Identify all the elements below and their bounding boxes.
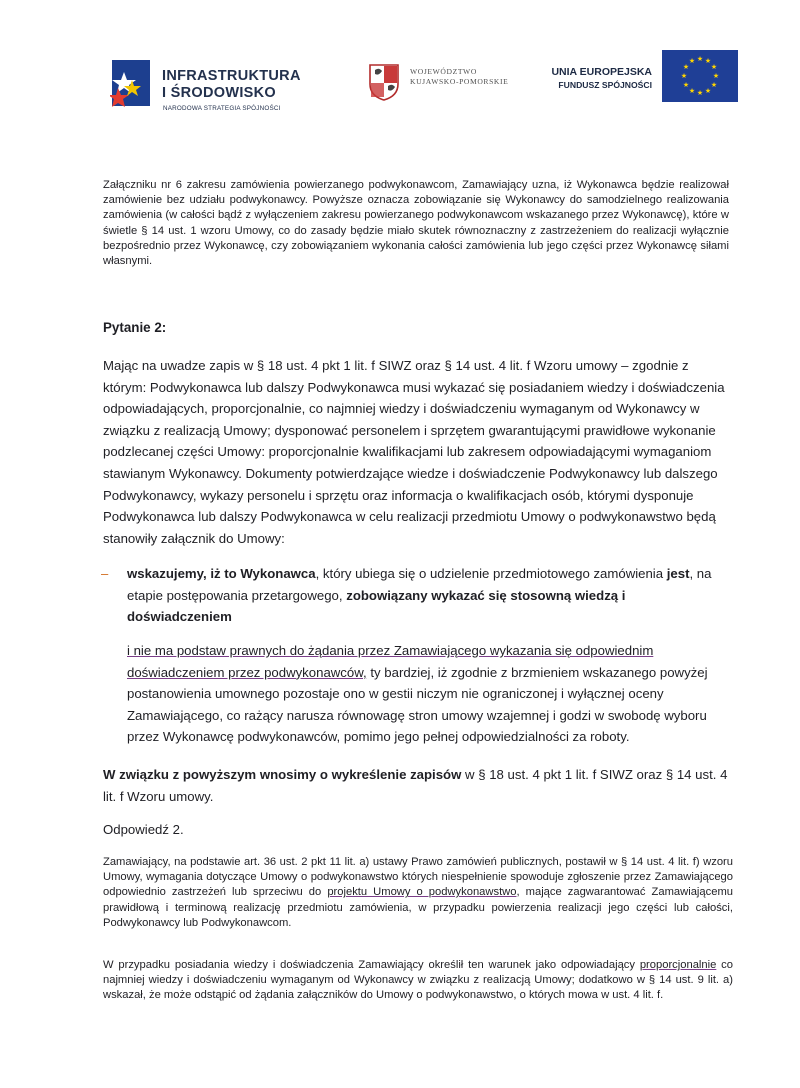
svg-text:★: ★ — [712, 72, 720, 80]
svg-text:★: ★ — [682, 81, 690, 89]
svg-text:★: ★ — [704, 57, 712, 65]
region-line-1: WOJEWÓDZTWO — [410, 67, 477, 76]
bullet-paragraph — [127, 563, 727, 628]
svg-text:★: ★ — [680, 72, 688, 80]
svg-text:★: ★ — [704, 87, 712, 95]
ns-logo-icon — [110, 58, 158, 120]
svg-text:★: ★ — [710, 81, 718, 89]
answer1-text-b: , mające zagwarantować Zamawiającemu prawidłową i terminową realizację przedmiotu zamówienia, w przypadku powierzenia realizacji jego części lub całości, Podwykonawcy lub Podwykonawcom. — [103, 886, 734, 929]
bullet-marker: – — [101, 566, 109, 581]
svg-text:★: ★ — [696, 55, 704, 63]
eu-logo — [548, 50, 738, 104]
bullet-bold-1: wskazujemy, iż to Wykonawca — [127, 566, 316, 581]
answer1-underlined: projektu Umowy o podwykonawstwo — [327, 886, 517, 899]
eu-line-2: FUNDUSZ SPÓJNOŚCI — [558, 80, 652, 90]
intro-paragraph: Załączniku nr 6 zakresu zamówienia powierzanego podwykonawcom, Zamawiający uzna, iż Wykonawca będzie realizował zamówienie bez udziału podwykonawcy. Powyższe oznacza zobowiązanie się Wykonawcy do samodzielnego realizowania zamówienia (w całości bądź z wyłączeniem zakresu powierzanego podwykonawcom wskazanego przez Wykonawcę), które w świetle § 14 ust. 1 wzoru Umowy, co do zasady będzie miało skutek równoznaczny z zastrzeżeniem do realizacji wyłącznie bezpośrednio przez Wykonawcę, czy zobowiązaniem wykonania całości zamówienia lub jego części przez Wykonawcę siłami własnymi. — [103, 179, 729, 268]
bullet-continuation — [127, 640, 729, 748]
svg-text:★: ★ — [710, 63, 718, 71]
logo-line-1: INFRASTRUKTURA — [162, 68, 301, 84]
region-line-2: KUJAWSKO-POMORSKIE — [410, 77, 509, 86]
svg-text:★: ★ — [688, 57, 696, 65]
answer2-text-a: W przypadku posiadania wiedzy i doświadczenia Zamawiający określił ten warunek jako odpowiadający — [103, 959, 640, 971]
underlined-text: i nie ma podstaw prawnych do żądania przez Zamawiającego wykazania się odpowiednim doświadczeniem przez podwykonawców, — [127, 643, 654, 680]
request-bold: W związku z powyższym wnosimy o wykreślenie zapisów — [103, 767, 462, 782]
bullet-text-1: , który ubiega się o udzielenie przedmiotowego zamówienia — [315, 566, 667, 581]
question-paragraph: Mając na uwadze zapis w § 18 ust. 4 pkt 1 lit. f SIWZ oraz § 14 ust. 4 lit. f Wzoru umowy – zgodnie z którym: Podwykonawca lub dalszy Podwykonawca musi wykazać się posiadaniem wiedzy i doświadczenia odpowiadających, proporcjonalnie, co najmniej wiedzy i doświadczeniu wymaganym od Wykonawcy w związku z realizacją Umowy; dysponować personelem i sprzętem gwarantującymi prawidłowe wykonanie podzlecanej części Umowy: proporcjonalnie kwalifikacjami lub zakresem odpowiadającymi wymaganiom stawianym Wykonawcy. Dokumenty potwierdzające wiedze i doświadczenie Podwykonawcy lub dalszego Podwykonawcy, wykazy personelu i sprzętu oraz informacja o kwalifikacjach osób, którymi dysponuje Podwykonawca lub dalszy Podwykonawca w celu realizacji przedmiotu Umowy o podwykonawstwo będą stanowiły załącznik do Umowy: — [103, 358, 725, 546]
answer-paragraph-1 — [103, 855, 733, 931]
answer1-text-a: Zamawiający, na podstawie art. 36 ust. 2 pkt 11 lit. a) ustawy Prawo zamówień publicznych, postawił w § 14 ust. 4 lit. f) wzoru Umowy, wymagania dotyczące Umowy o podwykonawstwo których niespełnienie spowoduje zgłoszenie przez Zamawiającego odpowiednio zastrzeżeń lub sprzeciwu do — [103, 856, 733, 899]
request-paragraph — [103, 764, 733, 807]
request-text: w § 18 ust. 4 pkt 1 lit. f SIWZ oraz § 14 ust. 4 lit. f Wzoru umowy. — [103, 767, 728, 804]
kujawsko-pomorskie-logo — [366, 62, 536, 102]
infrastruktura-logo — [110, 58, 320, 120]
answer-paragraph-2 — [103, 958, 733, 1004]
bullet-bold-3: zobowiązany wykazać się stosowną wiedzą i doświadczeniem — [127, 587, 626, 625]
continuation-text: ty bardziej, iż zgodnie z brzmieniem wskazanego powyżej postanowienia umownego pozostaje ono w gestii niczym nie ograniczonej i wyłącznej oceny Zamawiającego, co rażący narusza równowagę stron umowy wzajemnej i godzi w swobodę wyboru przez Wykonawcę podwykonawców, pomimo jego pełnej odpowiedzialności za roboty. — [127, 664, 708, 745]
eu-line-1: UNIA EUROPEJSKA — [551, 66, 652, 78]
logo-line-3: NARODOWA STRATEGIA SPÓJNOŚCI — [163, 105, 281, 112]
coat-of-arms-icon — [366, 62, 402, 102]
bullet-text-2: , na etapie postępowania przetargowego, — [127, 566, 712, 603]
answer-heading: Odpowiedź 2. — [103, 822, 184, 837]
svg-text:★: ★ — [688, 87, 696, 95]
question-heading: Pytanie 2: — [103, 320, 167, 335]
logo-line-2: I ŚRODOWISKO — [162, 85, 276, 101]
eu-flag-icon — [662, 50, 738, 102]
svg-text:★: ★ — [682, 63, 690, 71]
answer2-text-b: co najmniej wiedzy i doświadczeniu wymaganym od Wykonawcy w związku z realizacją Umowy; dodatkowo w § 14 ust. 9 lit. a) wskazał, że może odstąpić od żądania załączników do Umowy o podwykonawstwo, o których mowa w ust. 4 lit. f. — [103, 959, 733, 1002]
bullet-bold-2: jest — [666, 566, 690, 581]
svg-text:★: ★ — [696, 89, 704, 97]
answer2-underlined: proporcjonalnie — [639, 959, 717, 971]
